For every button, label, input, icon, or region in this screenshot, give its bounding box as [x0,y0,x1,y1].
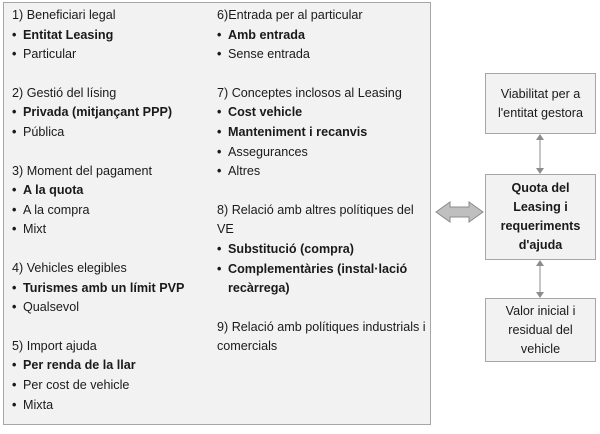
option-label: Substitució (compra) [228,241,354,256]
bullet-icon: • [12,397,17,412]
option-item [12,123,212,143]
bullet-icon: • [217,124,222,139]
criteria-group [12,84,212,143]
criteria-group [217,201,429,299]
bullet-icon: • [12,358,17,373]
option-item [217,162,429,182]
bullet-icon: • [217,164,222,179]
criteria-group [217,84,429,182]
option-item [12,26,212,46]
option-label: Cost vehicle [228,105,303,120]
bullet-icon: • [12,377,17,392]
top-connector-icon [536,134,544,174]
group-title: 2) Gestió del lísing [12,85,117,100]
bullet-icon: • [12,202,17,217]
bottom-connector-icon [536,260,544,298]
bullet-icon: • [217,261,222,276]
option-label: Sense entrada [228,47,310,62]
bullet-icon: • [12,183,17,198]
criteria-group [217,6,429,65]
group-title: 1) Beneficiari legal [12,8,116,22]
vehicle-value-text: Valor inicial i residual del vehicle [505,303,576,356]
bullet-icon: • [217,144,222,159]
bullet-icon: • [217,47,222,62]
option-label: Mixta [23,397,54,412]
option-item [12,376,212,396]
option-item [12,356,212,376]
group-title: 7) Conceptes inclosos al Leasing [217,85,402,100]
bullet-icon: • [12,300,17,315]
bullet-icon: • [12,105,17,120]
left-column [12,6,212,434]
option-label: Pública [23,124,65,139]
option-item [12,201,212,221]
option-item [12,396,212,416]
option-label: Mixt [23,222,47,237]
bullet-icon: • [12,280,17,295]
option-label: Complementàries (instal·lació recàrrega) [228,261,408,296]
bullet-icon: • [217,241,222,256]
right-column [217,6,429,376]
option-item [12,220,212,240]
criteria-group [217,318,429,357]
option-item [217,260,429,299]
option-item [217,103,429,123]
viability-text: Viabilitat per a l'entitat gestora [497,86,583,120]
criteria-group [12,162,212,240]
option-label: Qualsevol [23,300,80,315]
option-item [217,26,429,46]
group-title: 3) Moment del pagament [12,163,153,178]
bullet-icon: • [12,222,17,237]
group-title: 9) Relació amb polítiques industrials i comercials [217,319,426,354]
bullet-icon: • [217,27,222,42]
option-label: Entitat Leasing [23,27,114,42]
bullet-icon: • [12,124,17,139]
group-title: 5) Import ajuda [12,338,97,353]
option-item [217,240,429,260]
option-label: Assegurances [228,144,308,159]
lease-quota-text: Quota del Leasing i requeriments d'ajuda [500,181,581,252]
option-item [12,103,212,123]
criteria-panel [3,2,431,425]
group-title: 4) Vehicles elegibles [12,260,127,275]
criteria-group [12,337,212,415]
option-item [12,181,212,201]
criteria-group [12,259,212,318]
bullet-icon: • [217,105,222,120]
option-item [12,45,212,65]
option-label: Manteniment i recanvis [228,124,368,139]
group-title: 6)Entrada per al particular [217,8,363,22]
option-item [12,298,212,318]
option-label: Amb entrada [228,27,305,42]
double-arrow-icon [436,202,483,222]
option-item [217,45,429,65]
option-label: Per cost de vehicle [23,377,130,392]
option-item [217,123,429,143]
group-title: 8) Relació amb altres polítiques del VE [217,202,414,237]
criteria-group [12,6,212,65]
option-label: Particular [23,47,77,62]
option-label: A la quota [23,183,84,198]
lease-quota-box [485,174,596,260]
bullet-icon: • [12,27,17,42]
option-label: A la compra [23,202,90,217]
bullet-icon: • [12,47,17,62]
option-label: Altres [228,164,261,179]
vehicle-value-box [485,298,596,362]
option-label: Privada (mitjançant PPP) [23,105,173,120]
option-label: Per renda de la llar [23,358,136,373]
option-label: Turismes amb un límit PVP [23,280,185,295]
viability-box [485,73,596,134]
option-item [217,143,429,163]
option-item [12,279,212,299]
